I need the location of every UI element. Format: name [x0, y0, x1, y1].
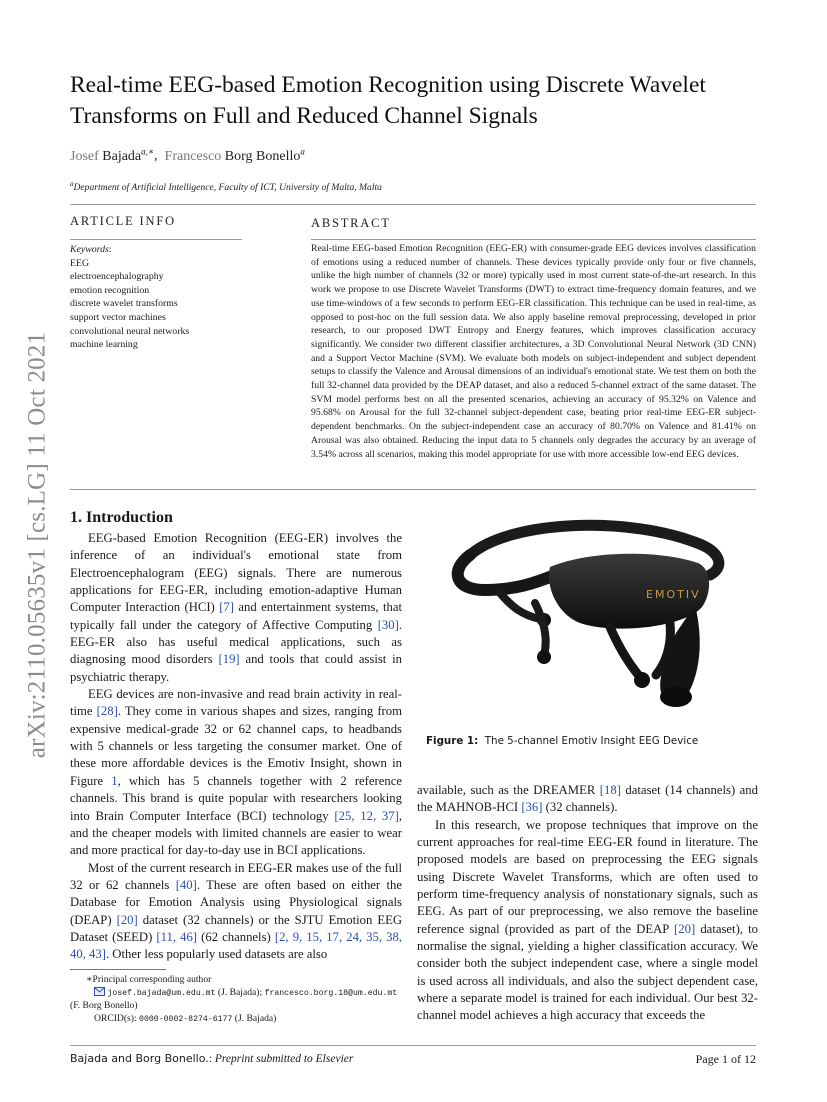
reference-sensor [660, 687, 692, 707]
abstract-bottom-divider [70, 489, 756, 490]
sensor-arm [610, 627, 640, 677]
arxiv-stamp [22, 300, 52, 790]
author-2: Francesco Borg Bonello$^a$ [164, 146, 305, 164]
footnote-rule [70, 969, 166, 970]
email-link[interactable]: josef.bajada@um.edu.mt [107, 988, 216, 998]
envelope-icon [94, 987, 105, 996]
keyword-item: convolutional neural networks [70, 325, 190, 337]
keyword-item: electroencephalography [70, 271, 164, 283]
right-column [417, 782, 758, 1025]
figure-caption-label: Figure 1: [426, 735, 479, 747]
author-1: Josef Bajada$^{a,∗}$ [70, 146, 155, 164]
citation-link[interactable]: [19] [218, 652, 240, 667]
email-owner: (F. Borg Bonello) [70, 1000, 138, 1012]
emotiv-logo: EMOTIV [646, 588, 701, 601]
orcid-line: ORCID(s): 0000-0002-8274-6177 (J. Bajada) [94, 1012, 277, 1024]
citation-link[interactable]: [36] [521, 800, 543, 815]
article-info-divider [70, 239, 242, 240]
headset-left-arm [458, 555, 555, 590]
citation-link[interactable]: [30] [377, 617, 399, 632]
abstract-top-divider [311, 239, 756, 240]
figure-caption-text: The 5-channel Emotiv Insight EEG Device [484, 735, 699, 747]
citation-link[interactable]: [20] [116, 912, 138, 927]
citation-link[interactable]: [18] [599, 783, 621, 797]
abstract-text: Real-time EEG-based Emotion Recognition (EEG-ER) with consumer-grade EEG devices involves classification of emotions using a reduced number of channels. These devices typically provide only four or five channels, unlike the high number of channels (32 or more) typically used in most current state-of-the-art research. In this work we propose to use Discrete Wavelet Transforms (DWT) to extract time-frequency domain features, and we use time-windows of a few seconds to perform EEG-ER classification. This technique can be used in real-time, as opposed to post-hoc on the full session data. We also apply baseline removal preprocessing, developed in prior research, to our proposed DWT Entropy and Energy features, which improves classification accuracy significantly. We consider two different classifier architectures, a 3D Convolutional Neural Network (3D CNN) and a Support Vector Machine (SVM). We evaluate both models on subject-independent and subject dependent setups to classify the Valence and Arousal dimensions of an individual's emotional state. We test them on both the full 32-channel data provided by the DEAP dataset, and also a reduced 5-channel extract of the same dataset. The SVM model performs best on all the presented scenarios, achieving an accuracy of 95.32% on Valence and 95.68% on Arousal for the full 32-channel subject-dependent case, beating prior real-time EEG-ER subject-dependent benchmarks. On the subject-independent case an accuracy of 80.70% on Valence and 81.41% on Arousal was also obtained. Reducing the input data to 5 channels only degrades the accuracy by an average of 3.54% across all scenarios, making this model appropriate for use with more accessible low-end EEG devices. [311, 243, 756, 460]
paragraph: EEG devices are non-invasive and read brain activity in real-time [28]. They come in various shapes and sizes, ranging from expensive medical-grade 32 or 62 channel caps, to headbands with 5 channels or less targeting the consumer market. One of these more affordable devices is the Emotiv Insight, shown in Figure 1, which has 5 channels together with 2 reference channels. This brand is quite popular with researchers looking into Brain Computer Interface (BCI) technology [25, 12, 37], and the cheaper models with limited channels are easier to wear and more practical for day-to-day use in BCI applications. [70, 687, 402, 858]
footnotes [70, 974, 410, 1026]
sensor-arm [535, 603, 546, 655]
keyword-item: support vector machines [70, 311, 166, 323]
keyword-item: discrete wavelet transforms [70, 298, 178, 310]
article-info-heading: ARTICLE INFO [70, 214, 176, 228]
left-column [70, 530, 402, 964]
figure-link[interactable]: 1 [111, 773, 118, 788]
citation-link[interactable]: [25, 12, 37] [334, 808, 399, 823]
author-line: Josef Bajada$^{a,∗}$, Francesco Borg Bonello$^a$ [70, 146, 305, 164]
figure-caption [426, 735, 698, 747]
page-number: Page 1 of 12 [695, 1052, 756, 1066]
citation-link[interactable]: [7] [219, 600, 234, 615]
orcid-link[interactable]: 0000-0002-8274-6177 [139, 1014, 233, 1024]
sensor-pad [537, 650, 551, 664]
citation-link[interactable]: [28] [96, 704, 118, 719]
sensor-pad [634, 672, 650, 688]
section-heading-introduction: 1. Introduction [70, 509, 173, 526]
citation-link[interactable]: [11, 46] [156, 929, 198, 944]
keyword-item: emotion recognition [70, 284, 150, 296]
paragraph: available, such as the DREAMER [18] dataset (14 channels) and the MAHNOB-HCI [36] (32 channels). [417, 783, 758, 815]
footer-citation: Bajada and Borg Bonello.: Preprint submitted to Elsevier [70, 1052, 354, 1065]
footer-venue: Preprint submitted to Elsevier [214, 1053, 354, 1065]
corresponding-author-note: ∗Principal corresponding author [86, 974, 212, 985]
citation-link[interactable]: [2, 9, 15, 17, 24, 35, 38, 40, 43] [70, 929, 402, 962]
citation-link[interactable]: [40] [175, 877, 197, 892]
email-line: josef.bajada@um.edu.mt (J. Bajada); francesco.borg.18@um.edu.mt [70, 987, 410, 1001]
arxiv-stamp-text: arXiv:2110.05635v1 [cs.LG] 11 Oct 2021 [23, 331, 51, 759]
footer-divider [70, 1045, 756, 1046]
keywords-block: Keywords: EEG electroencephalography emotion recognition discrete wavelet transforms support vector machines convolutional neural networks machine learning [70, 243, 250, 352]
keyword-item: EEG [70, 257, 90, 269]
footer-authors: Bajada and Borg Bonello. [70, 1052, 209, 1065]
paragraph: Most of the current research in EEG-ER makes use of the full 32 or 62 channels [40]. These are often based on either the Database for Emotion Analysis using Physiological signals (DEAP) [20] dataset (32 channels) or the SJTU Emotion EEG Dataset (SEED) [11, 46] (62 channels) [2, 9, 15, 17, 24, 35, 38, 40, 43]. Other less popularly used datasets are also [70, 860, 402, 962]
citation-link[interactable]: [20] [674, 921, 696, 936]
abstract-heading: ABSTRACT [311, 216, 391, 230]
keywords-label: Keywords [70, 244, 109, 255]
paragraph: In this research, we propose techniques that improve on the current approaches for real-time EEG-ER found in literature. The proposed models are based on preprocessing the EEG signals using Discrete Wavelet Transforms, which are often used to perform time-frequency analysis of nonstationary signals, such as EEG. As part of our preprocessing, we also remove the baseline reference signal (provided as part of the DEAP [20] dataset), to normalise the signal, yielding a higher classification accuracy. We consider both the subject independent case, where a single model is used across all individuals, and also the subject dependent case, where a separate model is trained for each individual. Our best 32-channel model achieves a high accuracy that exceeds the [417, 817, 758, 1023]
email-link[interactable]: francesco.borg.18@um.edu.mt [264, 988, 398, 998]
paragraph: EEG-based Emotion Recognition (EEG-ER) involves the inference of an individual's emotional state from Electroencephalogram (EEG) signals. There are numerous applications for EEG-ER, including emotion-adaptive Human Computer Interaction (HCI) [7] and entertainment systems, that typically fall under the category of Affective Computing [30]. EEG-ER also has useful medical applications, such as diagnosing mood disorders [19] and tools that could assist in psychiatric therapy. [70, 531, 403, 684]
paper-title: Real-time EEG-based Emotion Recognition using Discrete Wavelet Transforms on Full and Reduced Channel Signals [70, 72, 706, 129]
keyword-item: machine learning [70, 339, 138, 351]
affiliation: $^a$Department of Artificial Intelligence, Faculty of ICT, University of Malta, Malta [70, 180, 382, 194]
header-divider [70, 204, 756, 205]
emotiv-headset-figure [440, 515, 740, 720]
